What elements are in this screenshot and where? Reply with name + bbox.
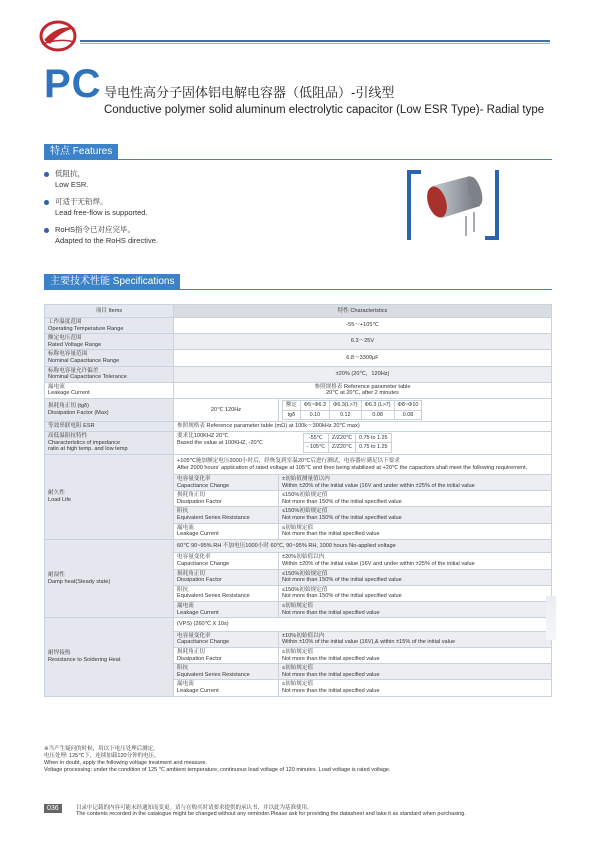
decorative-bar	[546, 596, 556, 640]
title-cn: 导电性高分子固体铝电解电容器（低阻品）-引线型	[104, 85, 395, 100]
footer-note-cn: 目录中记载的内容可能未经通知而变更。请与在购买时请要求提供的承认书，并以此为基准使用。	[76, 805, 313, 811]
specs-heading: 主要技术性能 Specifications	[44, 274, 180, 289]
page-number: 036	[44, 804, 62, 813]
table-row: 损耗角正切 Dissipation Factor ≤初始规定值 Not more than the initial specified value	[45, 647, 552, 663]
table-row: 损耗角正切 Dissipation Factor ≤150%初始规定值 Not more than 150% of the initial specified value	[45, 569, 552, 585]
title-en: Conductive polymer solid aluminum electrolytic capacitor (Low ESR Type)- Radial type	[104, 104, 545, 116]
table-row: 标称电容量允许偏差 Nominal Capacitance Tolerance ±20% (20℃，120Hz)	[45, 366, 552, 382]
note-line: ※当产生疑问的时候，用以下电压处理后测定。	[44, 746, 159, 752]
header-items: 项目 Items	[45, 305, 174, 318]
footer-note-en: The contents recorded in the catalogue might be changed without any reminder.Please ask for providing the datasheet and take it as standard when purchasing.	[76, 811, 466, 817]
note-line: 电压处理: 125℃下，连续加载120分钟的电压。	[44, 753, 160, 759]
table-row: 电容量变化率 Capacitance Change ±20%初始值以内 Within ±20% of the initial value (16V and under within ±25% of the initial value	[45, 553, 552, 569]
table-row: 电容量变化率 Capacitance Change ±10%初始值以内 Within ±10% of the initial value (16V),& within ±15% of the initial value	[45, 631, 552, 647]
note-line: When in doubt, apply the following voltage treatment and measure.	[44, 760, 207, 766]
table-row: 高低温阻抗特性 Characteristics of impedance ratio at high temp. and low temp 要求比100KHZ 20℃ Based the value at 100KHZ, -20℃ -55℃ Z/Z20℃ 0.75 to 1.25 - 105℃ Z/Z20℃ 0.75 to 1.25	[45, 431, 552, 454]
features-rule	[44, 159, 552, 160]
table-row: 阻抗 Equivalent Series Resistance ≤150%初始规定值 Not more than 150% of the initial specified value	[45, 585, 552, 601]
table-row: 损耗角正切 Dissipation Factor ≤150%初始规定值 Not more than 150% of the initial specified value	[45, 491, 552, 507]
table-row: 额定电压范围 Rated Voltage Range 6.3～25V	[45, 334, 552, 350]
features-heading: 特点 Features	[44, 144, 118, 159]
table-row: 阻抗 Equivalent Series Resistance ≤初始规定值 Not more than the initial specified value	[45, 664, 552, 680]
df-subtable: 额定 Φ5~Φ6.3 Φ6.3(L>7) Φ6.3 (L>7) Φ8~Φ10 tgδ 0.10 0.12 0.08 0.08	[282, 400, 422, 420]
table-row: 耐焊接热 Resistance to Soldering Heat (VPS) (260℃ X 10s)	[45, 618, 552, 632]
capacitor-image	[418, 172, 484, 238]
series-code: PC	[44, 62, 102, 106]
table-header-row	[45, 305, 552, 318]
table-row: 耐久性 Load Life +105℃施加额定电压2000小时后，经恢复到室温20℃后进行测试，电容器应满足以下要求 After 2000 hours' application of rated voltage at 105℃ and then being stabilized at +20℃ the capacitors shall meet the following requirement.	[45, 454, 552, 474]
feature-item: 低阻抗， Low ESR.	[44, 168, 88, 190]
table-row: 漏电流 Leakage Current ≤初始规定值 Not more than the initial specified value	[45, 602, 552, 618]
impedance-subtable: -55℃ Z/Z20℃ 0.75 to 1.25 - 105℃ Z/Z20℃ 0.75 to 1.25	[303, 433, 392, 453]
table-row: 等效串联电阻 ESR 参照规格表 Reference parameter table (mΩ) at 100k～300kHz 20℃ max)	[45, 422, 552, 432]
specs-rule	[44, 289, 552, 290]
table-row: 阻抗 Equivalent Series Resistance ≤150%初始规定值 Not more than 150% of the initial specified value	[45, 507, 552, 523]
table-row: 漏电流 Leakage Current ≤初始规定值 Not more than the initial specified value	[45, 523, 552, 539]
table-row: 标称电容量范围 Nominal Capacitance Range 6.8～3300μF	[45, 350, 552, 366]
feature-item: 可适于无铅焊。 Lead free-flow is supported.	[44, 196, 148, 218]
table-row: 损耗角正切 (tgδ) Dissipation Factor (Max) 20℃ 120Hz 额定 Φ5~Φ6.3 Φ6.3(L>7) Φ6.3 (L>7) Φ8~Φ10 tgδ 0.10 0.12 0.08 0.08	[45, 398, 552, 421]
header-characteristics: 特性 Characteristics	[174, 305, 552, 318]
frame-bracket-right-bottom	[485, 236, 499, 240]
table-row: 电容量变化率 Capacitance Change ±初始值测量值以内 Within ±20% of the initial value (16V and under within ±25% of the initial value	[45, 475, 552, 491]
feature-item: RoHS指令已对应完毕。 Adapted to the RoHS directive.	[44, 224, 158, 246]
table-row: 耐湿性 Damp heat(Steady state) 60℃ 90~95% RH 不加电压1000小时 60℃, 90~95% RH, 1000 hours No-applied voltage	[45, 539, 552, 553]
header-rule-thin	[80, 43, 550, 44]
frame-bracket-right	[495, 170, 499, 240]
header-rule	[80, 40, 550, 42]
table-row: 工作温度范围 Operating Temperature Range -55～+105℃	[45, 318, 552, 334]
bullet-icon	[44, 200, 49, 205]
spec-table	[44, 304, 552, 697]
bullet-icon	[44, 172, 49, 177]
company-logo	[38, 18, 78, 52]
bullet-icon	[44, 228, 49, 233]
table-row: 漏电流 Leakage Current 参照规格表 Reference parameter table 20℃ at 20℃, after 2 minutes	[45, 382, 552, 398]
table-row: 漏电流 Leakage Current ≤初始规定值 Not more than the initial specified value	[45, 680, 552, 696]
note-line: Voltage processing: under the condition of 125 ℃ ambient temperature, continuous load voltage of 120 minutes. Load voltage is rated voltage.	[44, 767, 391, 773]
frame-bracket-left	[407, 170, 411, 240]
